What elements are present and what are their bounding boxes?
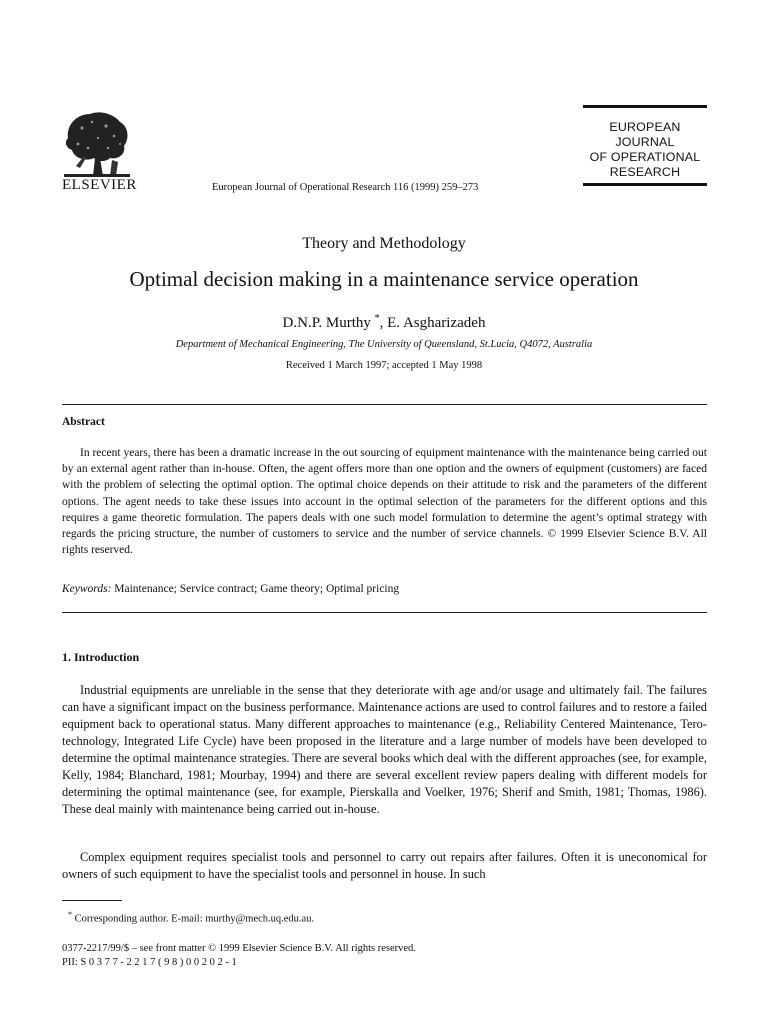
paragraph: Industrial equipments are unreliable in the sense that they deteriorate with age and/or usage and ultimately fail. The failures can have a significant impact on the business performance. Maintenance actions are used to control failures and to restore a failed equipment back to operational status. Many different approaches to maintenance (e.g., Reliability Centered Maintenance, Tero-technology, Integrated Life Cycle) have been proposed in the literature and a large number of models have been developed to determine the optimal maintenance strategies. There are several books which deal with the different approaches (see, for example, Kelly, 1984; Blanchard, 1981; Mourbay, 1994) and there are several excellent review papers dealing with different models for determining the optimal maintenance (see, for example, Pierskalla and Voelker, 1976; Sherif and Smith, 1981; Thomas, 1986). These deal mainly with maintenance being carried out in-house. [62,683,707,816]
paragraph: Complex equipment requires specialist tools and personnel to carry out repairs after failures. Often it is uneconomical for owners of such equipment to have the specialist tools and personnel in house. In such [62,850,707,881]
keywords-list: Maintenance; Service contract; Game theory; Optimal pricing [114,583,400,595]
divider-top [62,404,707,405]
publisher-name: ELSEVIER [62,177,137,193]
journal-rule-top [583,105,707,108]
authors [0,313,768,332]
divider-bottom [62,612,707,613]
journal-name-line: RESEARCH [609,165,681,179]
abstract-body: In recent years, there has been a dramatic increase in the out sourcing of equipment maintenance with the maintenance being carried out by an external agent rather than in-house. Often, the agent offers more than one option and the owners of equipment (customers) are faced with the problem of selecting the optimal option. The optimal choice depends on their attitude to risk and the parameters of the different options. The agent needs to take these issues into account in the optimal selection of the parameters for the different options and this requires a game theoretic formulation. The papers deals with one such model formulation to determine the agent’s optimal strategy with regards the pricing structure, the number of customers to service and the number of service channels. © 1999 Elsevier Science B.V. All rights reserved. [62,447,707,557]
journal-name-line: OF OPERATIONAL [589,150,701,164]
footnote-mark: * [68,910,72,919]
corresponding-author-mark[interactable]: * [374,313,380,324]
author-separator: , [379,315,388,331]
footnote-rule [62,900,122,901]
footnote [68,910,314,925]
keywords-label: Keywords: [62,583,112,595]
journal-name-line: JOURNAL [615,135,675,149]
copyright-line: 0377-2217/99/$ – see front matter © 1999 Elsevier Science B.V. All rights reserved. [62,943,416,954]
abstract-heading: Abstract [62,416,105,428]
journal-name-block [578,120,712,180]
journal-name-line: EUROPEAN [609,120,681,134]
author-name: D.N.P. Murthy [282,315,371,331]
pii-line: PII: S 0 3 7 7 - 2 2 1 7 ( 9 8 ) 0 0 2 0 2 - 1 [62,957,237,968]
section-type: Theory and Methodology [302,235,466,252]
copyright-block [62,942,416,970]
keywords [62,583,399,595]
article-title: Optimal decision making in a maintenance service operation [129,267,639,291]
journal-citation: European Journal of Operational Research 116 (1999) 259–273 [212,182,479,193]
footnote-text: Corresponding author. E-mail: murthy@mech.uq.edu.au. [74,913,315,925]
section-heading: 1. Introduction [62,650,140,664]
author-name: E. Asgharizadeh [387,315,486,331]
journal-rule-bottom [583,183,707,186]
affiliation: Department of Mechanical Engineering, The University of Queensland, St.Lucia, Q4072, Australia [175,339,593,350]
elsevier-tree-logo [62,108,132,178]
received-dates: Received 1 March 1997; accepted 1 May 1998 [285,360,483,371]
